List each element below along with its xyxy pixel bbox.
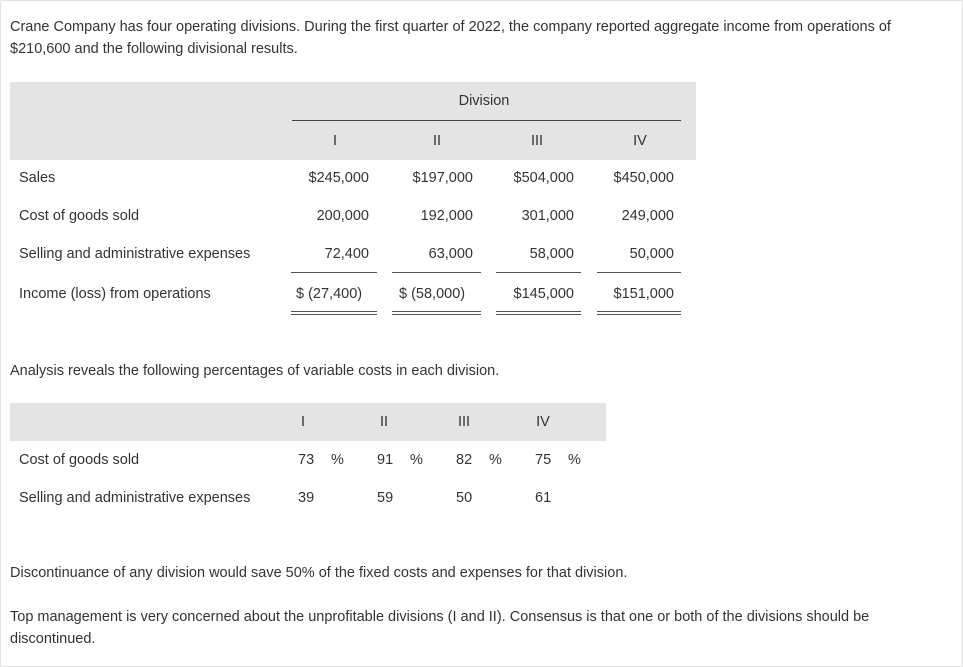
row-label-selling-admin: Selling and administrative expenses bbox=[19, 246, 251, 262]
col-header-II: II bbox=[432, 133, 442, 149]
t2-col-header-IV: IV bbox=[536, 414, 550, 430]
cogs-IV: 249,000 bbox=[621, 208, 674, 224]
total-double-rule-II bbox=[392, 311, 481, 315]
t2-sa-III: 50 bbox=[456, 490, 473, 506]
col-header-IV: IV bbox=[633, 133, 647, 149]
t2-cogs-I-unit: % bbox=[331, 452, 344, 468]
t2-col-header-III: III bbox=[457, 414, 471, 430]
total-double-rule-I bbox=[291, 311, 377, 315]
t2-sa-IV: 61 bbox=[535, 490, 552, 506]
sales-IV: $450,000 bbox=[613, 170, 674, 186]
total-double-rule-III bbox=[496, 311, 581, 315]
analysis-paragraph: Analysis reveals the following percentages of variable costs in each division. bbox=[10, 363, 500, 379]
income-I: $ (27,400) bbox=[296, 286, 363, 302]
row-label-cogs: Cost of goods sold bbox=[19, 208, 140, 224]
sa-I: 72,400 bbox=[324, 246, 369, 262]
t2-row-label-cogs: Cost of goods sold bbox=[19, 452, 140, 468]
t2-cogs-I: 73 bbox=[298, 452, 315, 468]
sa-II: 63,000 bbox=[428, 246, 473, 262]
income-III: $145,000 bbox=[513, 286, 574, 302]
subtotal-rule-IV bbox=[597, 272, 681, 273]
sa-III: 58,000 bbox=[529, 246, 574, 262]
cogs-II: 192,000 bbox=[420, 208, 473, 224]
subtotal-rule-I bbox=[291, 272, 377, 273]
subtotal-rule-III bbox=[496, 272, 581, 273]
t2-cogs-IV-unit: % bbox=[568, 452, 581, 468]
t2-col-header-I: I bbox=[300, 414, 306, 430]
t2-cogs-II: 91 bbox=[377, 452, 394, 468]
t2-sa-I: 39 bbox=[298, 490, 315, 506]
cogs-I: 200,000 bbox=[316, 208, 369, 224]
concern-paragraph: Top management is very concerned about the unprofitable divisions (I and II). Consensus is that one or both of the divisions should be discontinued. bbox=[10, 609, 870, 647]
t2-sa-II: 59 bbox=[377, 490, 394, 506]
division-header-underline bbox=[292, 120, 681, 121]
discontinuance-paragraph: Discontinuance of any division would save 50% of the fixed costs and expenses for that division. bbox=[10, 565, 628, 581]
sales-III: $504,000 bbox=[513, 170, 574, 186]
t2-row-label-selling-admin: Selling and administrative expenses bbox=[19, 490, 251, 506]
subtotal-rule-II bbox=[392, 272, 481, 273]
row-label-income: Income (loss) from operations bbox=[19, 286, 211, 302]
t2-cogs-III-unit: % bbox=[489, 452, 502, 468]
col-header-III: III bbox=[530, 133, 544, 149]
t2-col-header-II: II bbox=[379, 414, 389, 430]
income-IV: $151,000 bbox=[613, 286, 674, 302]
division-header: Division bbox=[458, 93, 510, 109]
t2-cogs-IV: 75 bbox=[535, 452, 552, 468]
col-header-I: I bbox=[332, 133, 338, 149]
row-label-sales: Sales bbox=[19, 170, 56, 186]
cogs-III: 301,000 bbox=[521, 208, 574, 224]
sales-I: $245,000 bbox=[308, 170, 369, 186]
income-II: $ (58,000) bbox=[399, 286, 466, 302]
t2-cogs-II-unit: % bbox=[410, 452, 423, 468]
t2-cogs-III: 82 bbox=[456, 452, 473, 468]
sales-II: $197,000 bbox=[412, 170, 473, 186]
total-double-rule-IV bbox=[597, 311, 681, 315]
intro-paragraph: Crane Company has four operating divisions. During the first quarter of 2022, the company reported aggregate income from operations of $210,600 and the following divisional results. bbox=[10, 19, 891, 57]
sa-IV: 50,000 bbox=[629, 246, 674, 262]
